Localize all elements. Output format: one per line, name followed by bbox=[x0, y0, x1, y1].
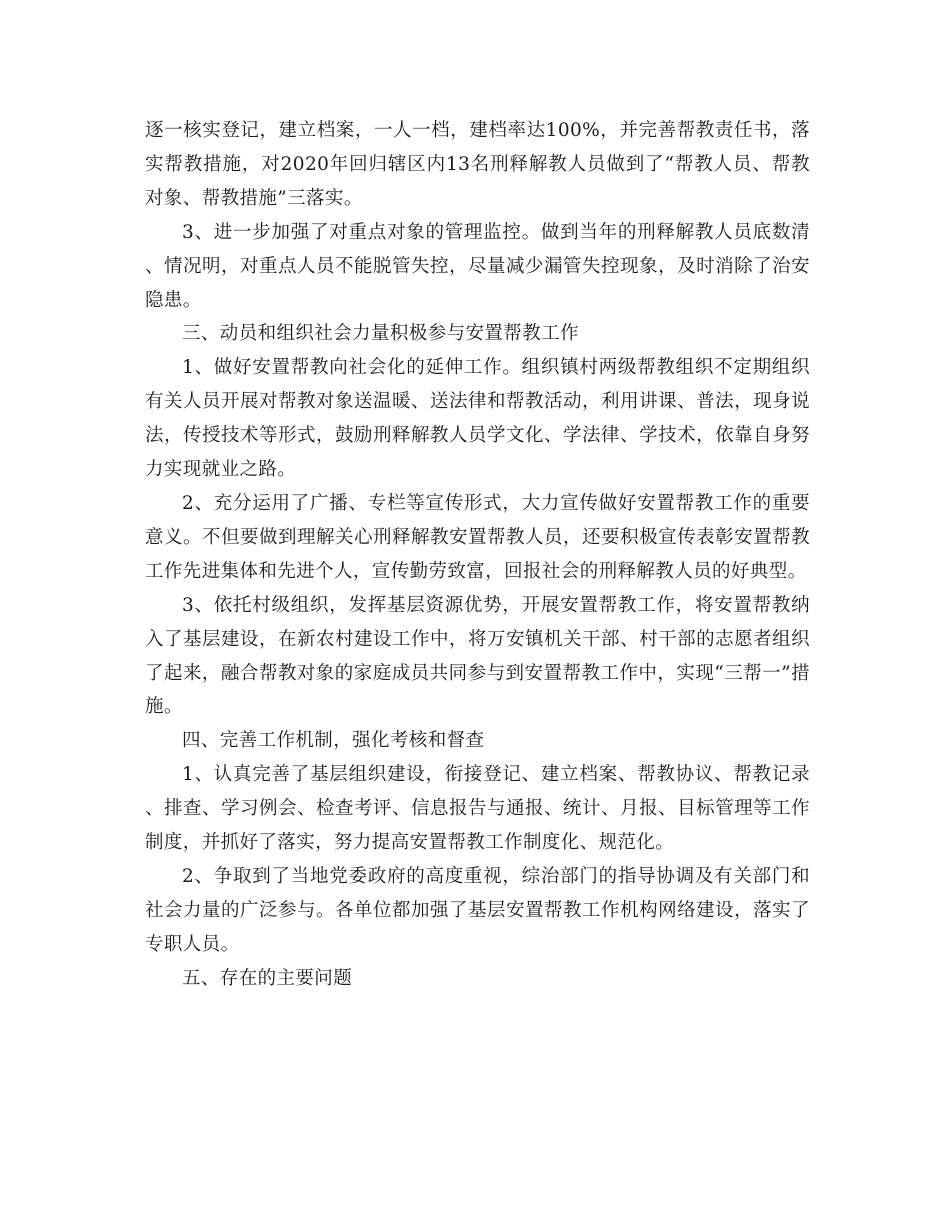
paragraph-section-3-item-3: 3、依托村级组织，发挥基层资源优势，开展安置帮教工作，将安置帮教纳入了基层建设，在新农村建设工作中，将万安镇机关干部、村干部的志愿者组织了起来，融合帮教对象的家庭成员共同参与到安置帮教工作中，实现“三帮一”措施。 bbox=[145, 594, 810, 718]
paragraph-section-2-item-3: 3、进一步加强了对重点对象的管理监控。做到当年的刑释解教人员底数清、情况明，对重点人员不能脱管失控，尽量减少漏管失控现象，及时消除了治安隐患。 bbox=[145, 221, 810, 311]
document-body bbox=[145, 114, 810, 996]
paragraph-section-4-item-1: 1、认真完善了基层组织建设，衔接登记、建立档案、帮教协议、帮教记录、排查、学习例会、检查考评、信息报告与通报、统计、月报、目标管理等工作制度，并抓好了落实，努力提高安置帮教工作制度化、规范化。 bbox=[145, 764, 810, 854]
section-heading-5: 五、存在的主要问题 bbox=[182, 967, 353, 989]
paragraph-continuation: 逐一核实登记，建立档案，一人一档，建档率达100%，并完善帮教责任书，落实帮教措施，对2020年回归辖区内13名刑释解教人员做到了“帮教人员、帮教对象、帮教措施”三落实。 bbox=[145, 120, 810, 209]
section-heading-4: 四、完善工作机制，强化考核和督查 bbox=[182, 730, 485, 752]
paragraph-section-4-item-2: 2、争取到了当地党委政府的高度重视，综治部门的指导协调及有关部门和社会力量的广泛参与。各单位都加强了基层安置帮教工作机构网络建设，落实了专职人员。 bbox=[145, 865, 810, 955]
paragraph-section-3-item-1: 1、做好安置帮教向社会化的延伸工作。组织镇村两级帮教组织不定期组织有关人员开展对帮教对象送温暖、送法律和帮教活动，利用讲课、普法，现身说法，传授技术等形式，鼓励刑释解教人员学文化、学法律、学技术，依靠自身努力实现就业之路。 bbox=[145, 357, 810, 481]
section-heading-3: 三、动员和组织社会力量积极参与安置帮教工作 bbox=[182, 323, 579, 345]
paragraph-section-3-item-2: 2、充分运用了广播、专栏等宣传形式，大力宣传做好安置帮教工作的重要意义。不但要做到理解关心刑释解教安置帮教人员，还要积极宣传表彰安置帮教工作先进集体和先进个人，宣传勤劳致富，回报社会的刑释解教人员的好典型。 bbox=[145, 492, 810, 582]
